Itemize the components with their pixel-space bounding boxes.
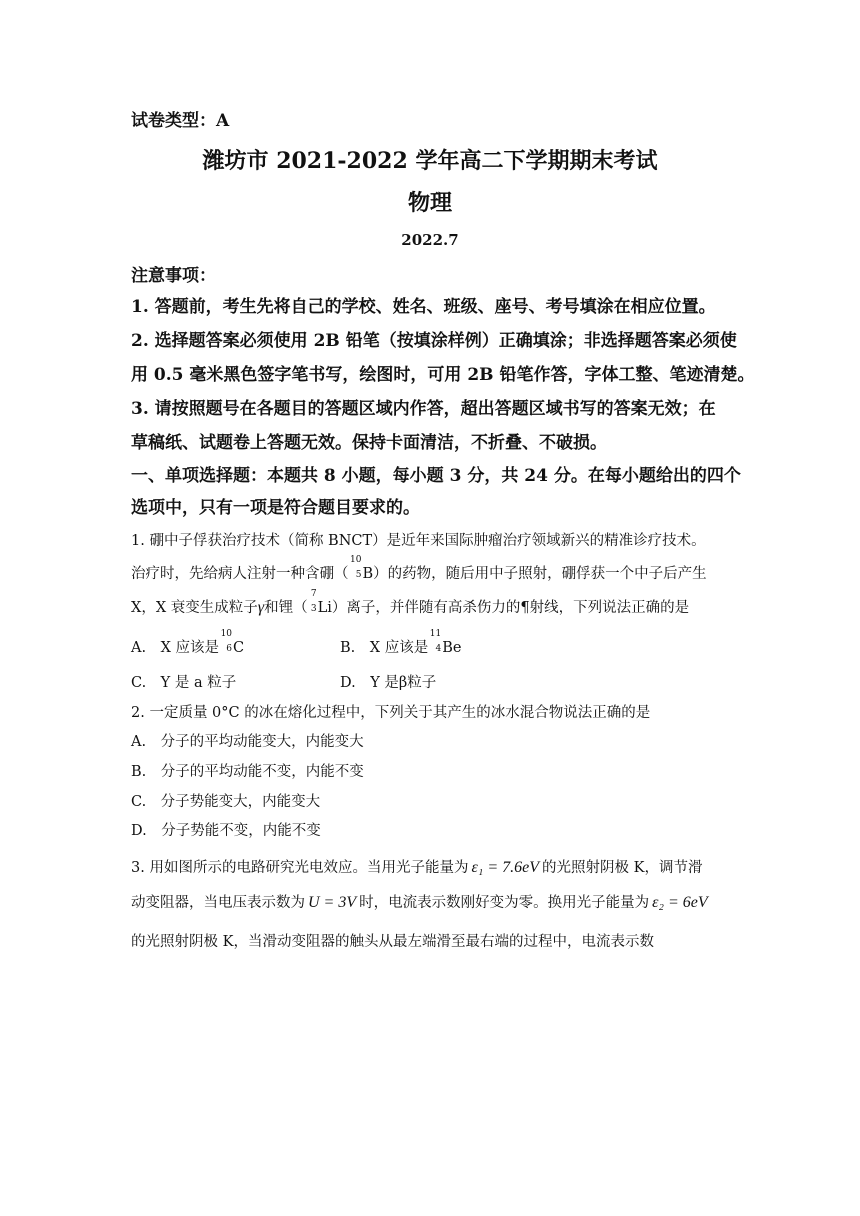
q1-option-a: A. X 应该是 10 6 C — [131, 629, 245, 656]
q1-line-1: 1. 硼中子俘获治疗技术（简称 BNCT）是近年来国际肿瘤治疗领域新兴的精准诊疗技术。 — [131, 533, 706, 549]
q3-line-2-b: 时，电流表示数刚好变为零。换用光子能量为 — [359, 895, 650, 911]
exam-title: 潍坊市 2021-2022 学年高二下学期期末考试 — [202, 148, 658, 174]
section-heading-line-2: 选项中，只有一项是符合题目要求的。 — [131, 498, 420, 518]
q3-line-1 — [131, 856, 702, 877]
note-line-2: 2. 选择题答案必须使用 2B 铅笔（按填涂样例）正确填涂；非选择题答案必须使 — [131, 331, 737, 351]
q3-line-1-a: 3. 用如图所示的电路研究光电效应。当用光子能量为 — [131, 860, 469, 876]
q1-option-b: B. X 应该是 11 4 Be — [340, 629, 462, 656]
boron-isotope: 10 5 — [350, 555, 362, 580]
q1-option-d: D. Y 是β粒子 — [340, 675, 437, 691]
q1-line-2 — [131, 555, 707, 583]
q1-option-c: C. Y 是 a 粒子 — [131, 675, 237, 691]
q2-option-b: B. 分子的平均动能不变，内能不变 — [131, 764, 364, 780]
beryllium-isotope: 11 4 — [429, 629, 442, 654]
q3-line-2-a: 动变阻器，当电压表示数为 — [131, 895, 305, 911]
lithium-isotope: 7 3 — [310, 589, 317, 614]
subject-title: 物理 — [407, 190, 452, 216]
voltage-value: U = 3V — [308, 894, 357, 911]
gamma-symbol: γ — [257, 599, 265, 616]
q2-option-c: C. 分子势能变大，内能变大 — [131, 794, 321, 810]
paper-type: 试卷类型：A — [131, 111, 230, 131]
q1-line-3-b: 和锂（ — [264, 600, 308, 616]
q3-line-1-b: 的光照射阴极 K，调节滑 — [542, 860, 703, 876]
q3-line-3: 的光照射阴极 K，当滑动变阻器的触头从最左端滑至最右端的过程中，电流表示数 — [131, 934, 654, 950]
q1-line-3-a: X，X 衰变生成粒子 — [131, 600, 258, 616]
boron-symbol: B — [362, 566, 374, 582]
photon-energy-2: ε₂ = 6eV — [652, 894, 708, 911]
exam-date: 2022.7 — [401, 231, 459, 249]
photon-energy-1: ε₁ = 7.6eV — [471, 859, 539, 876]
lithium-symbol: Li — [317, 600, 332, 616]
q1-line-2-a: 治疗时，先给病人注射一种含硼（ — [131, 566, 349, 582]
note-line-5: 草稿纸、试题卷上答题无效。保持卡面清洁，不折叠、不破损。 — [131, 433, 607, 453]
note-line-1: 1. 答题前，考生先将自己的学校、姓名、班级、座号、考号填涂在相应位置。 — [131, 297, 716, 317]
note-line-3: 用 0.5 毫米黑色签字笔书写，绘图时，可用 2B 铅笔作答，字体工整、笔迹清楚。 — [131, 365, 755, 385]
q1-line-3 — [131, 589, 690, 617]
note-line-4: 3. 请按照题号在各题目的答题区域内作答，超出答题区域书写的答案无效；在 — [131, 399, 716, 419]
carbon-isotope: 10 6 — [220, 629, 233, 654]
q1-line-3-c: ）离子，并伴随有高杀伤力的¶射线，下列说法正确的是 — [331, 600, 690, 616]
q3-line-2 — [131, 891, 708, 912]
section-heading-line-1: 一、单项选择题：本题共 8 小题，每小题 3 分，共 24 分。在每小题给出的四个 — [131, 466, 741, 486]
q2-option-a: A. 分子的平均动能变大，内能变大 — [131, 734, 364, 750]
notes-heading: 注意事项： — [131, 266, 216, 286]
q2-stem: 2. 一定质量 0°C 的冰在熔化过程中，下列关于其产生的冰水混合物说法正确的是 — [131, 705, 651, 721]
q2-option-d: D. 分子势能不变，内能不变 — [131, 823, 321, 839]
q1-line-2-b: ）的药物，随后用中子照射，硼俘获一个中子后产生 — [373, 566, 707, 582]
